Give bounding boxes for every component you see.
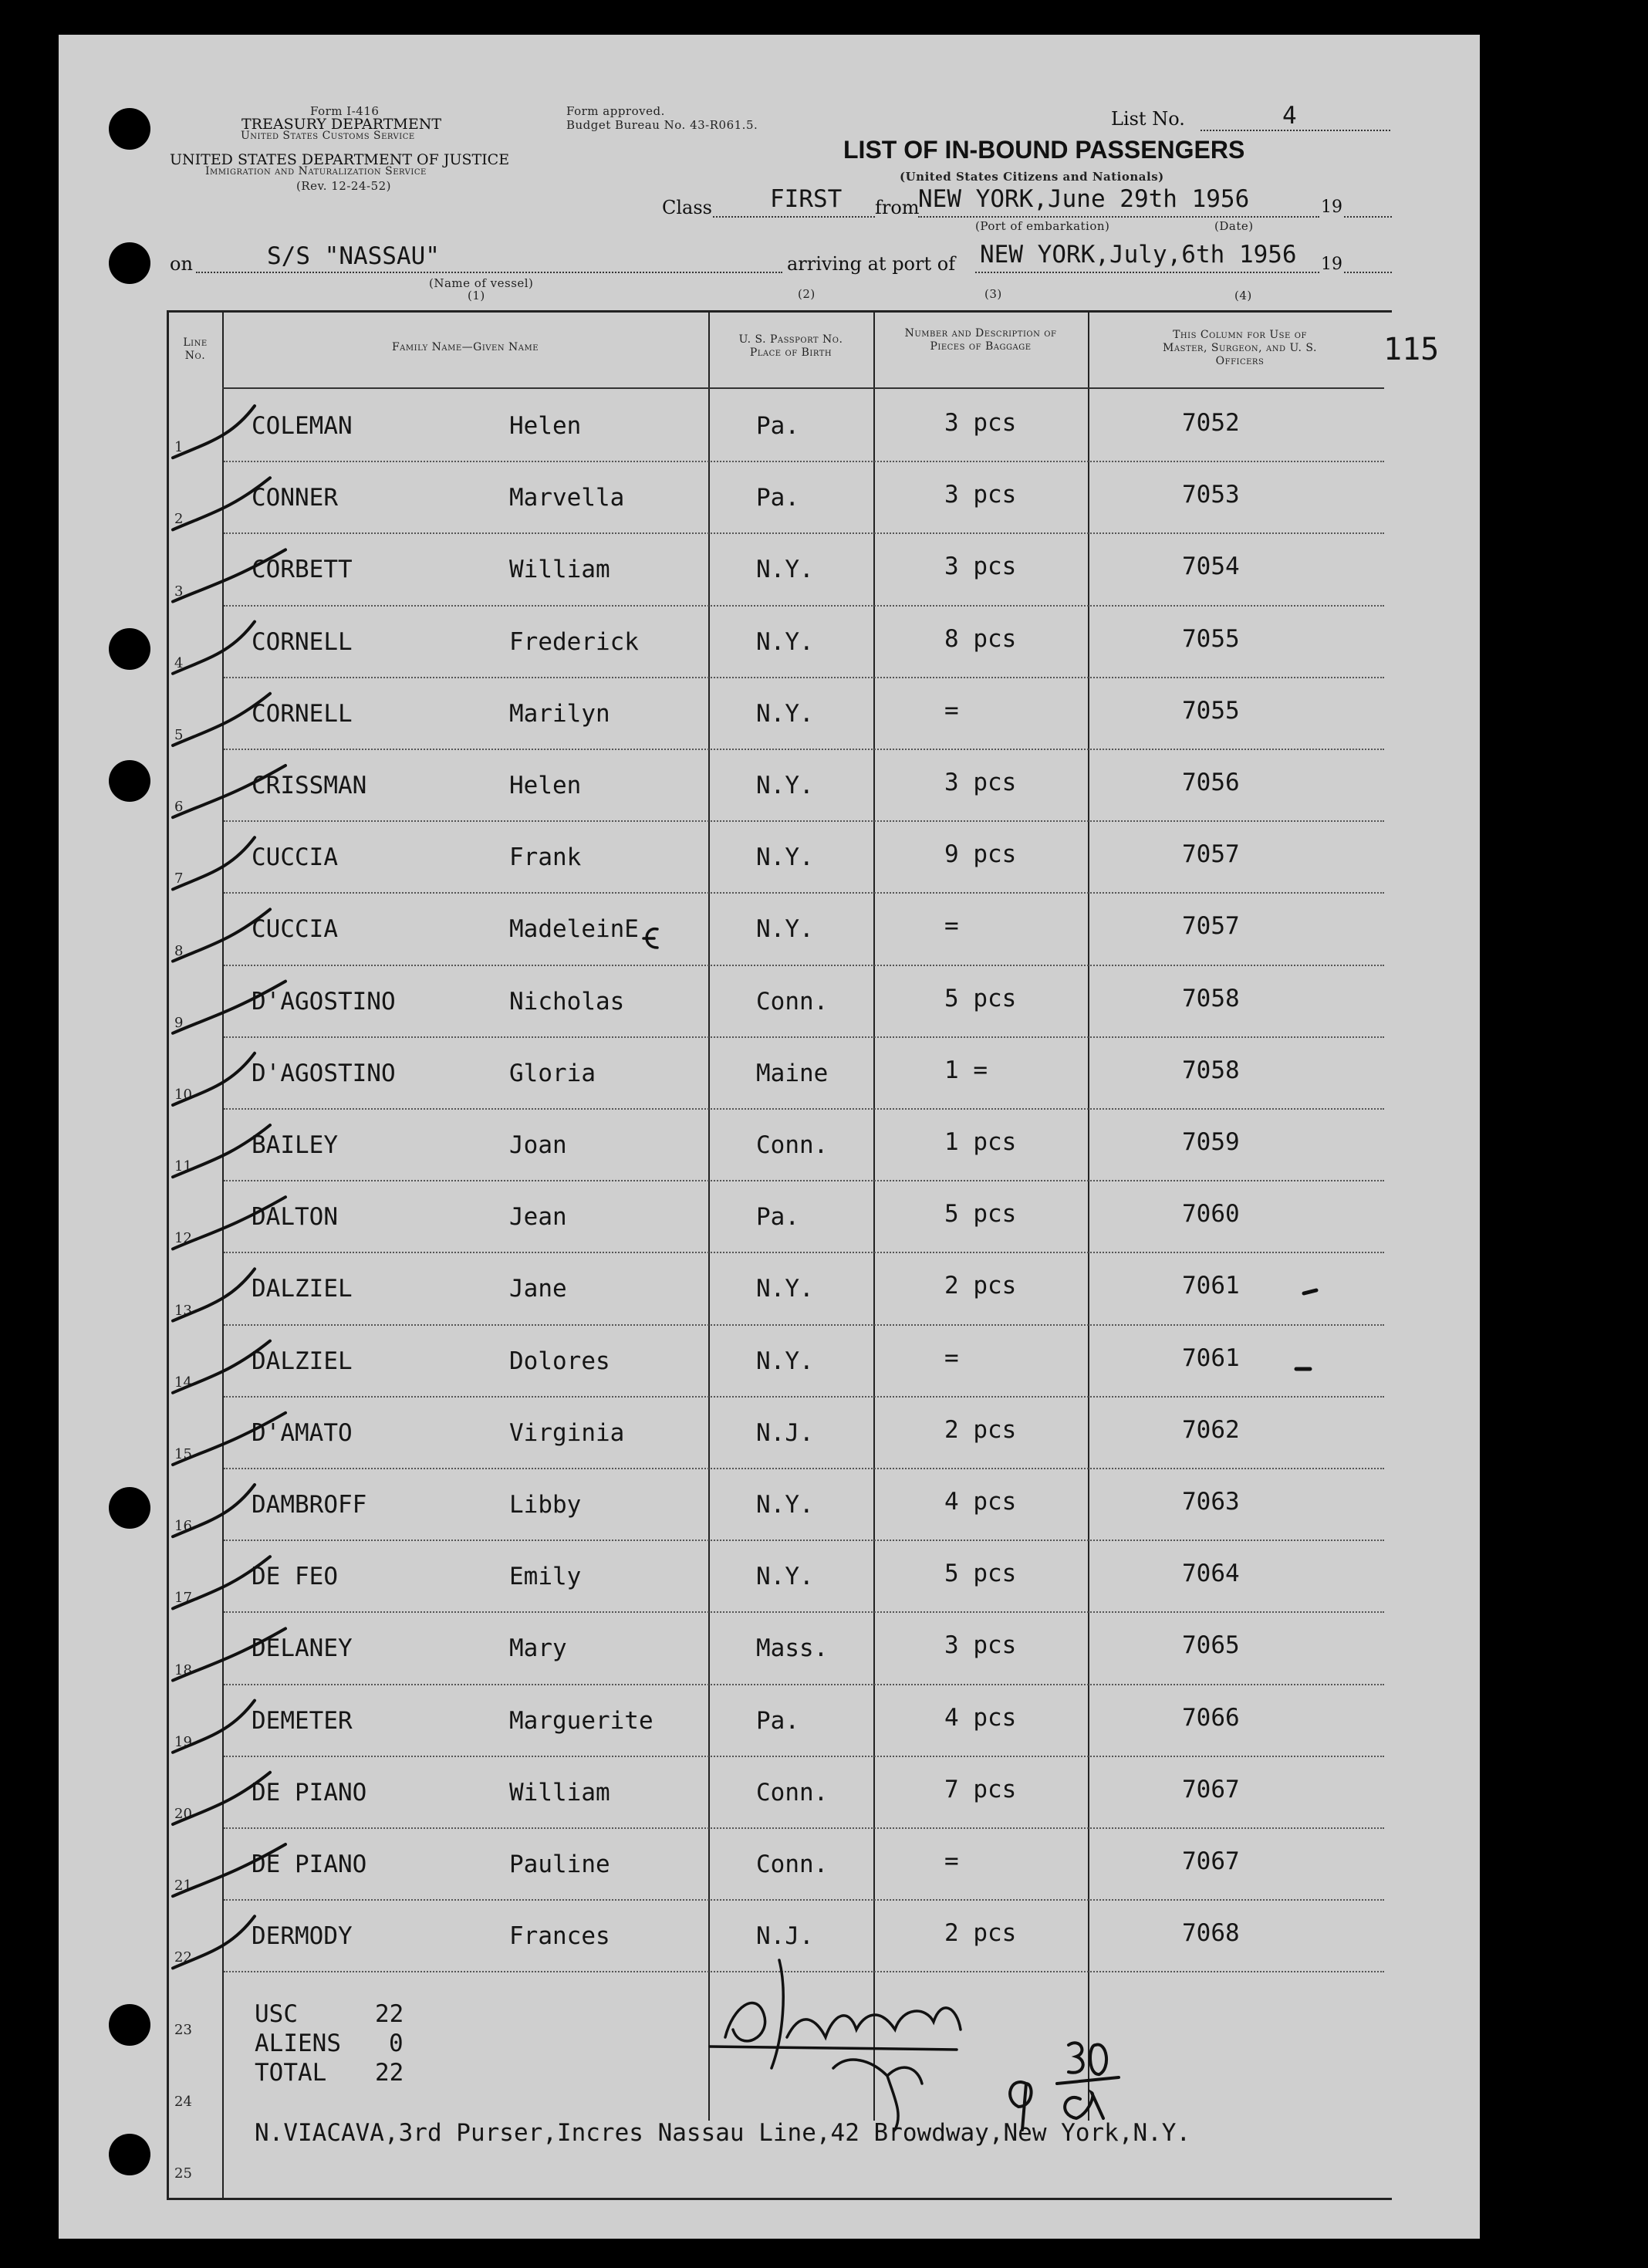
family-name: CUCCIA [252,843,338,872]
line-number: 1 [174,439,184,456]
check-mark [173,1197,285,1249]
baggage: 2 pcs [944,1272,1017,1300]
given-name: William [509,1778,610,1807]
baggage: 9 pcs [944,840,1017,869]
header-passport: U. S. Passport No. Place of Birth [738,333,843,359]
total-label: TOTAL [255,2059,327,2087]
budget-bureau: Budget Bureau No. 43-R061.5. [566,118,758,132]
officer-code: 7061 [1182,1344,1240,1372]
baggage: 3 pcs [944,1631,1017,1660]
given-name: Nicholas [509,987,625,1016]
line-number: 18 [174,1661,192,1678]
baggage: 5 pcs [944,1200,1017,1229]
given-name: MadeleinE [509,915,639,944]
check-mark [173,1628,285,1680]
header-name: Family Name—Given Name [391,341,539,353]
place-of-birth: N.Y. [756,556,814,584]
vessel-value: S/S "NASSAU" [267,242,440,270]
line-number: 5 [174,727,184,743]
place-of-birth: N.Y. [756,915,814,944]
officer-code: 7055 [1182,696,1240,725]
given-name: Virginia [509,1418,625,1447]
form-title: LIST OF IN-BOUND PASSENGERS [843,136,1245,164]
place-of-birth: N.J. [756,1922,814,1951]
baggage: 4 pcs [944,1703,1017,1732]
revision-date: (Rev. 12-24-52) [296,179,392,193]
place-of-birth: N.Y. [756,1275,814,1303]
check-mark [173,1485,255,1536]
officer-code: 7056 [1182,769,1240,796]
aliens-value: 0 [389,2030,404,2057]
place-of-birth: Conn. [756,1851,829,1878]
handwritten-correction-e [643,929,657,948]
form-number: Form I-416 [310,104,380,118]
header-line-no: Line No. [183,336,208,362]
check-mark [173,1269,255,1320]
baggage: 4 pcs [944,1488,1017,1516]
baggage: 2 pcs [944,1919,1017,1948]
place-of-birth: N.J. [756,1418,814,1447]
line-number: 16 [174,1518,192,1535]
family-name: DALZIEL [252,1347,353,1375]
given-name: Helen [509,772,582,799]
check-mark [173,1557,270,1608]
aliens-label: ALIENS [255,2030,341,2057]
family-name: CORBETT [252,556,353,584]
line-number: 17 [174,1590,192,1607]
check-mark [173,1413,285,1465]
line-number: 22 [174,1949,192,1966]
on-label: on [170,253,193,275]
handwritten-time [1010,2043,1119,2130]
place-of-birth: Pa. [756,484,799,512]
family-name: CORNELL [252,699,353,728]
line-number: 10 [174,1087,192,1103]
check-mark [173,1916,255,1968]
place-of-birth: Conn. [756,1131,829,1159]
family-name: CONNER [252,484,338,512]
officer-code: 7060 [1182,1200,1240,1229]
given-name: Gloria [509,1059,596,1087]
signature-initials [833,2060,922,2130]
officer-code: 7059 [1182,1128,1240,1156]
place-of-birth: Pa. [756,1706,799,1735]
line-number: 12 [174,1230,192,1247]
line-number: 2 [174,511,184,528]
from-value: NEW YORK,June 29th 1956 [918,185,1250,213]
immigration-service: Immigration and Naturalization Service [205,165,427,177]
header-baggage: Number and Description of Pieces of Baggage [904,327,1057,353]
place-of-birth: N.Y. [756,627,814,656]
given-name: Frances [509,1922,610,1951]
family-name: CORNELL [252,627,353,656]
line-number: 9 [174,1014,184,1031]
line-number: 4 [174,654,184,671]
place-of-birth: Pa. [756,1203,799,1232]
place-of-birth: N.Y. [756,1347,814,1375]
baggage: 1 = [944,1056,988,1084]
vessel-column-number: (1) [468,289,485,303]
given-name: Helen [509,412,582,440]
baggage: = [944,1344,959,1372]
check-mark [173,1125,270,1177]
baggage: = [944,696,959,725]
place-of-birth: Conn. [756,987,829,1016]
baggage: 3 pcs [944,409,1017,437]
officer-code: 7067 [1182,1847,1240,1875]
check-mark [173,622,255,674]
given-name: Frederick [509,627,639,656]
arriving-value: NEW YORK,July,6th 1956 [980,241,1297,269]
place-of-birth: N.Y. [756,1563,814,1591]
given-name: Jane [509,1275,567,1303]
family-name: D'AMATO [252,1418,353,1447]
officer-code: 7052 [1182,409,1240,437]
baggage: 3 pcs [944,769,1017,796]
officer-code: 7066 [1182,1703,1240,1732]
line-number: 15 [174,1446,192,1462]
year-prefix-2: 19 [1321,255,1342,274]
family-name: DE PIANO [252,1778,367,1807]
customs-service: United States Customs Service [241,130,415,142]
header-officers: This Column for Use of Master, Surgeon, and U. S. Officers [1163,329,1317,367]
family-name: BAILEY [252,1131,338,1159]
family-name: DALZIEL [252,1275,353,1303]
line-number: 21 [174,1878,192,1895]
family-name: DELANEY [252,1634,353,1663]
place-of-birth: Pa. [756,412,799,440]
list-no-value: 4 [1282,102,1297,130]
officer-code: 7058 [1182,1056,1240,1084]
officer-code: 7057 [1182,840,1240,869]
given-name: Dolores [509,1347,610,1375]
header-officers-number: (4) [1234,289,1252,303]
line-number: 6 [174,799,184,816]
family-name: D'AGOSTINO [252,1059,396,1087]
baggage: 2 pcs [944,1415,1017,1444]
check-mark [173,1053,255,1105]
given-name: Jean [509,1203,567,1232]
usc-label: USC [255,2000,298,2028]
place-of-birth: Conn. [756,1778,829,1807]
place-of-birth: N.Y. [756,772,814,799]
vessel-label: (Name of vessel) [429,276,534,290]
signature-stroke [725,1960,961,2068]
family-name: COLEMAN [252,412,353,440]
check-mark [173,909,270,961]
form-approved: Form approved. [566,104,665,118]
place-of-birth: N.Y. [756,843,814,872]
line-number: 25 [174,2165,192,2182]
given-name: Joan [509,1131,567,1159]
check-mark [173,694,270,745]
line-number: 20 [174,1806,192,1822]
family-name: DE FEO [252,1563,338,1591]
date-label: (Date) [1214,219,1254,233]
officer-code: 7067 [1182,1775,1240,1803]
from-label: from [875,197,920,218]
given-name: Marvella [509,484,625,512]
place-of-birth: N.Y. [756,699,814,728]
check-mark [173,549,285,601]
given-name: Libby [509,1491,582,1519]
family-name: DALTON [252,1203,338,1232]
form-subtitle: (United States Citizens and Nationals) [900,170,1164,184]
check-mark [173,478,270,529]
given-name: Mary [509,1634,567,1663]
line-number: 24 [174,2093,192,2110]
line-number: 11 [174,1158,192,1175]
header-passport-number: (2) [798,287,816,301]
line-number: 23 [174,2021,192,2038]
check-mark [173,1773,270,1824]
port-embarkation-label: (Port of embarkation) [975,219,1110,233]
arriving-label: arriving at port of [787,253,956,275]
baggage: 5 pcs [944,984,1017,1012]
baggage: 3 pcs [944,553,1017,581]
check-mark [173,837,255,889]
treasury-department: TREASURY DEPARTMENT [241,116,442,133]
purser-line: N.VIACAVA,3rd Purser,Incres Nassau Line,42 Browdway,New York,N.Y. [255,2119,1191,2147]
family-name: CUCCIA [252,915,338,944]
officer-code: 7053 [1182,481,1240,509]
officer-code: 7061 [1182,1272,1240,1300]
given-name: Pauline [509,1851,610,1878]
officer-code: 7054 [1182,553,1240,581]
line-number: 19 [174,1733,192,1750]
officer-code: 7055 [1182,624,1240,653]
given-name: Marilyn [509,699,610,728]
officer-code: 7065 [1182,1631,1240,1660]
family-name: CRISSMAN [252,772,367,799]
officer-code: 7057 [1182,912,1240,941]
check-mark [173,406,255,458]
family-name: DEMETER [252,1706,353,1735]
baggage: = [944,912,959,941]
officer-code: 7062 [1182,1415,1240,1444]
baggage: 8 pcs [944,624,1017,653]
department-of-justice: UNITED STATES DEPARTMENT OF JUSTICE [170,151,510,168]
baggage: 3 pcs [944,481,1017,509]
given-name: Frank [509,843,582,872]
signature [710,1960,961,2130]
header-baggage-number: (3) [984,287,1002,301]
usc-value: 22 [375,2000,404,2028]
family-name: DE PIANO [252,1851,367,1878]
family-name: DERMODY [252,1922,353,1951]
officer-code: 7058 [1182,984,1240,1012]
check-mark [173,1844,285,1896]
margin-marks [1296,1290,1316,1369]
officer-code: 7063 [1182,1488,1240,1516]
line-number: 7 [174,870,184,887]
line-number: 14 [174,1374,192,1391]
officer-code: 7064 [1182,1560,1240,1588]
officer-code: 7068 [1182,1919,1240,1948]
check-mark [173,1701,255,1753]
baggage: 5 pcs [944,1560,1017,1588]
place-of-birth: Mass. [756,1634,829,1663]
class-value: FIRST [770,185,843,213]
page-number: 115 [1383,332,1440,367]
total-value: 22 [375,2059,404,2087]
signature-underline [710,2047,957,2050]
line-number: 3 [174,583,184,600]
line-number: 8 [174,942,184,959]
given-name: Emily [509,1563,582,1591]
place-of-birth: N.Y. [756,1491,814,1519]
given-name: Marguerite [509,1706,653,1735]
family-name: DAMBROFF [252,1491,367,1519]
check-mark [173,766,285,817]
given-name: William [509,556,610,584]
family-name: D'AGOSTINO [252,987,396,1016]
list-no-label: List No. [1111,108,1185,130]
baggage: 1 pcs [944,1128,1017,1156]
check-mark [173,1341,270,1393]
line-number: 13 [174,1302,192,1319]
check-mark [173,982,285,1033]
year-prefix-1: 19 [1321,198,1342,217]
place-of-birth: Maine [756,1059,829,1087]
baggage: 7 pcs [944,1775,1017,1803]
class-label: Class [662,197,712,218]
baggage: = [944,1847,959,1875]
